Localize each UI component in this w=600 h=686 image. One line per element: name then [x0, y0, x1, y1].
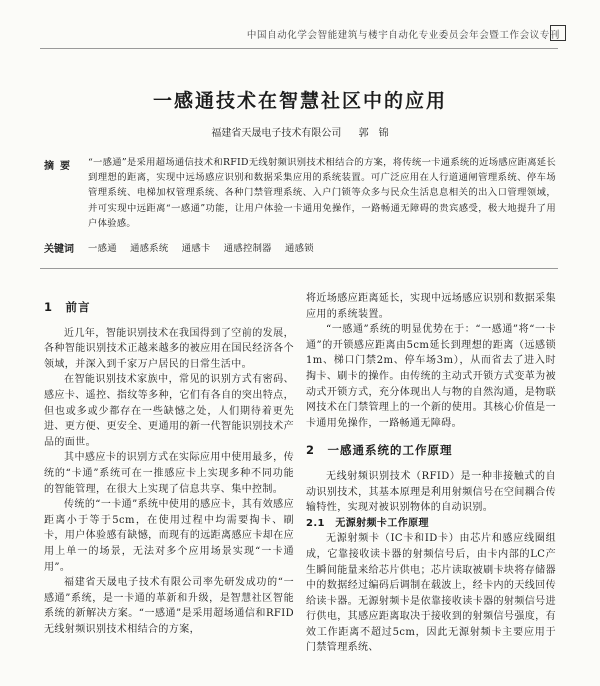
paragraph: 在智能识别技术家族中，常见的识别方式有密码、感应卡、遥控、指纹等多种，它们有各自的突出特点，但也或多或少都存在一些缺憾之处，人们期待着更先进、更方便、更安全、更通用的新一代智能识别技术产品的面世。 — [44, 374, 294, 448]
keyword: 通感系统 — [130, 243, 169, 254]
keyword: 通感控制器 — [223, 243, 272, 254]
abstract-text: “一感通”是采用超场通信技术和RFID无线射频识别技术相结合的方案，将传统一卡通系统的近场感应距离延长到理想的距离，实现中远场感应识别和数据采集应用的系统装置。可广泛应用在人行道通闸管理系统、停车场管理系统、电梯加权管理系统、各种门禁管理系统、入户门锁等众多与民众生活息息相关的出入口管理领域，并可实现中远距离“一感通”功能，让用户体验一卡通用免操作，一路畅通无障碍的贵宾感受，极大地提升了用户体验感。 — [88, 157, 556, 229]
keyword: 一感通 — [88, 243, 117, 254]
page-number-box — [550, 25, 566, 41]
article-title: 一感通技术在智慧社区中的应用 — [152, 90, 447, 112]
abstract-label: 摘要 — [44, 161, 76, 172]
section-heading-principle: 2 一感通系统的工作原理 — [306, 443, 453, 458]
affiliation: 福建省天晟电子技术有限公司 — [211, 128, 342, 139]
author-name: 郭 锦 — [358, 128, 389, 139]
section-heading-intro: 1 前言 — [44, 300, 91, 314]
paragraph: 福建省天晟电子技术有限公司率先研发成功的“一感通”系统，是一卡通的革新和升级，是智慧社区智能系统的新解决方案。“一感通”是采用超场通信和RFID无线射频识别技术相结合的方案， — [44, 577, 294, 635]
paragraph: 传统的“一卡通”系统中使用的感应卡，其有效感应距离小于等于5cm，在使用过程中均需要掏卡、刷卡，用户体验感有缺憾，而现有的远距离感应卡却在应用上单一的场景，无法对多个应用场景实现“一卡通用”。 — [44, 499, 294, 573]
right-column — [306, 291, 556, 656]
paragraph: 将近场感应距离延长，实现中远场感应识别和数据采集应用的系统装置。 — [306, 293, 556, 320]
paragraph: 无线射频识别技术（RFID）是一种非接触式的自动识别技术，其基本原理是利用射频信号在空间耦合传输特性，实现对被识别物体的自动识别。 — [306, 470, 556, 514]
paragraph: 近几年，智能识别技术在我国得到了空前的发展，各种智能识别技术正越来越多的被应用在国民经济各个领域，并深入到千家万户居民的日常生活中。 — [44, 327, 294, 370]
author-line — [0, 124, 600, 139]
paragraph: “一感通”系统的明显优势在于：“一感通”将“一卡通”的开锁感应距离由5cm延长到理想的距离（远感锁1m、梯口门禁2m、停车场3m），从而省去了进入时掏卡、刷卡的操作。由传统的主动式开锁方式变革为被动式开锁方式，充分体现出人与物的自然沟通，是物联网技术在门禁管理上的一个新的使用。其核心价值是一卡通用免操作，一路畅通无障碍。 — [306, 324, 556, 429]
header-divider — [40, 48, 558, 49]
subsection-heading: 2.1 无源射频卡工作原理 — [306, 517, 429, 529]
keyword: 通感卡 — [181, 243, 211, 254]
keywords-label: 关键词 — [44, 244, 74, 255]
keyword: 通感锁 — [285, 243, 314, 254]
paragraph: 无源射频卡（IC卡和ID卡）由芯片和感应线圈组成，它靠接收读卡器的射频信号后，由卡内部的LC产生瞬间能量来给芯片供电；芯片读取被刷卡块将存储器中的数据经过编码后调制在载波上，经卡内的天线回传给读卡器。无源射频卡是依靠接收读卡器的射频信号进行供电，其感应距离取决于接收到的射频信号强度，有效工作距离不超过5cm，因此无源射频卡主要应用于门禁管理系统、 — [306, 533, 556, 654]
left-column — [44, 300, 294, 637]
body-divider — [40, 268, 558, 269]
paragraph: 其中感应卡的识别方式在实际应用中使用最多，传统的“卡通”系统可在一推感应卡上实现多种不同功能的智能管理，在很大上实现了信息共享、集中控制。 — [44, 452, 294, 495]
running-header: 中国自动化学会智能建筑与楼宇自动化专业委员会年会暨工作会议专刊 — [246, 30, 560, 41]
keywords-list — [88, 240, 324, 254]
